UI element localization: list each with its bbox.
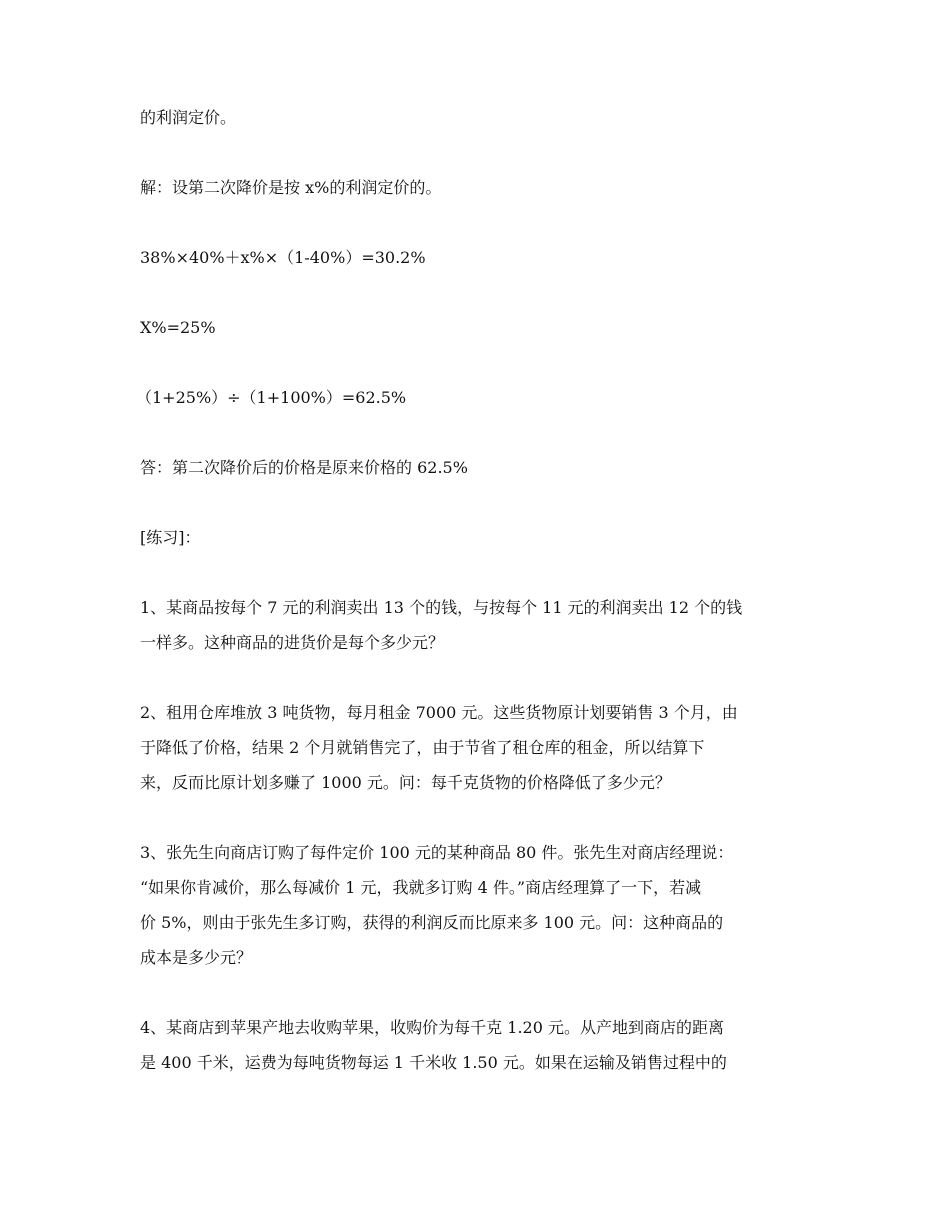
exercise-2-line-1: 2、租用仓库堆放 3 吨货物，每月租金 7000 元。这些货物原计划要销售 3 个月，由 — [140, 703, 738, 722]
calculation-line: （1+25%）÷（1+100%）=62.5% — [136, 388, 407, 407]
answer-line: 答：第二次降价后的价格是原来价格的 62.5% — [140, 458, 468, 477]
solution-intro: 解：设第二次降价是按 x%的利润定价的。 — [140, 178, 442, 197]
exercise-4-line-2: 是 400 千米，运费为每吨货物每运 1 千米收 1.50 元。如果在运输及销售过程中的 — [140, 1053, 727, 1072]
exercise-2-line-3: 来，反而比原计划多赚了 1000 元。问：每千克货物的价格降低了多少元？ — [140, 773, 671, 792]
exercise-3-line-4: 成本是多少元？ — [140, 948, 253, 967]
exercise-3-line-3: 价 5%，则由于张先生多订购，获得的利润反而比原来多 100 元。问：这种商品的 — [140, 913, 724, 932]
exercise-3-line-2: “如果你肯减价，那么每减价 1 元，我就多订购 4 件。”商店经理算了一下，若减 — [140, 878, 702, 897]
text-line: 的利润定价。 — [140, 108, 237, 127]
equation-result: X%=25% — [140, 318, 216, 337]
equation-line: 38%×40%＋x%×（1-40%）=30.2% — [140, 248, 426, 267]
exercise-1-line-1: 1、某商品按每个 7 元的利润卖出 13 个的钱，与按每个 11 元的利润卖出 12 个的钱 — [140, 598, 743, 617]
exercise-heading: [练习]： — [140, 528, 201, 547]
exercise-2-line-2: 于降低了价格，结果 2 个月就销售完了，由于节省了租仓库的租金，所以结算下 — [140, 738, 705, 757]
exercise-4-line-1: 4、某商店到苹果产地去收购苹果，收购价为每千克 1.20 元。从产地到商店的距离 — [140, 1018, 724, 1037]
exercise-3-line-1: 3、张先生向商店订购了每件定价 100 元的某种商品 80 件。张先生对商店经理说： — [140, 843, 734, 862]
exercise-1-line-2: 一样多。这种商品的进货价是每个多少元？ — [140, 633, 445, 652]
